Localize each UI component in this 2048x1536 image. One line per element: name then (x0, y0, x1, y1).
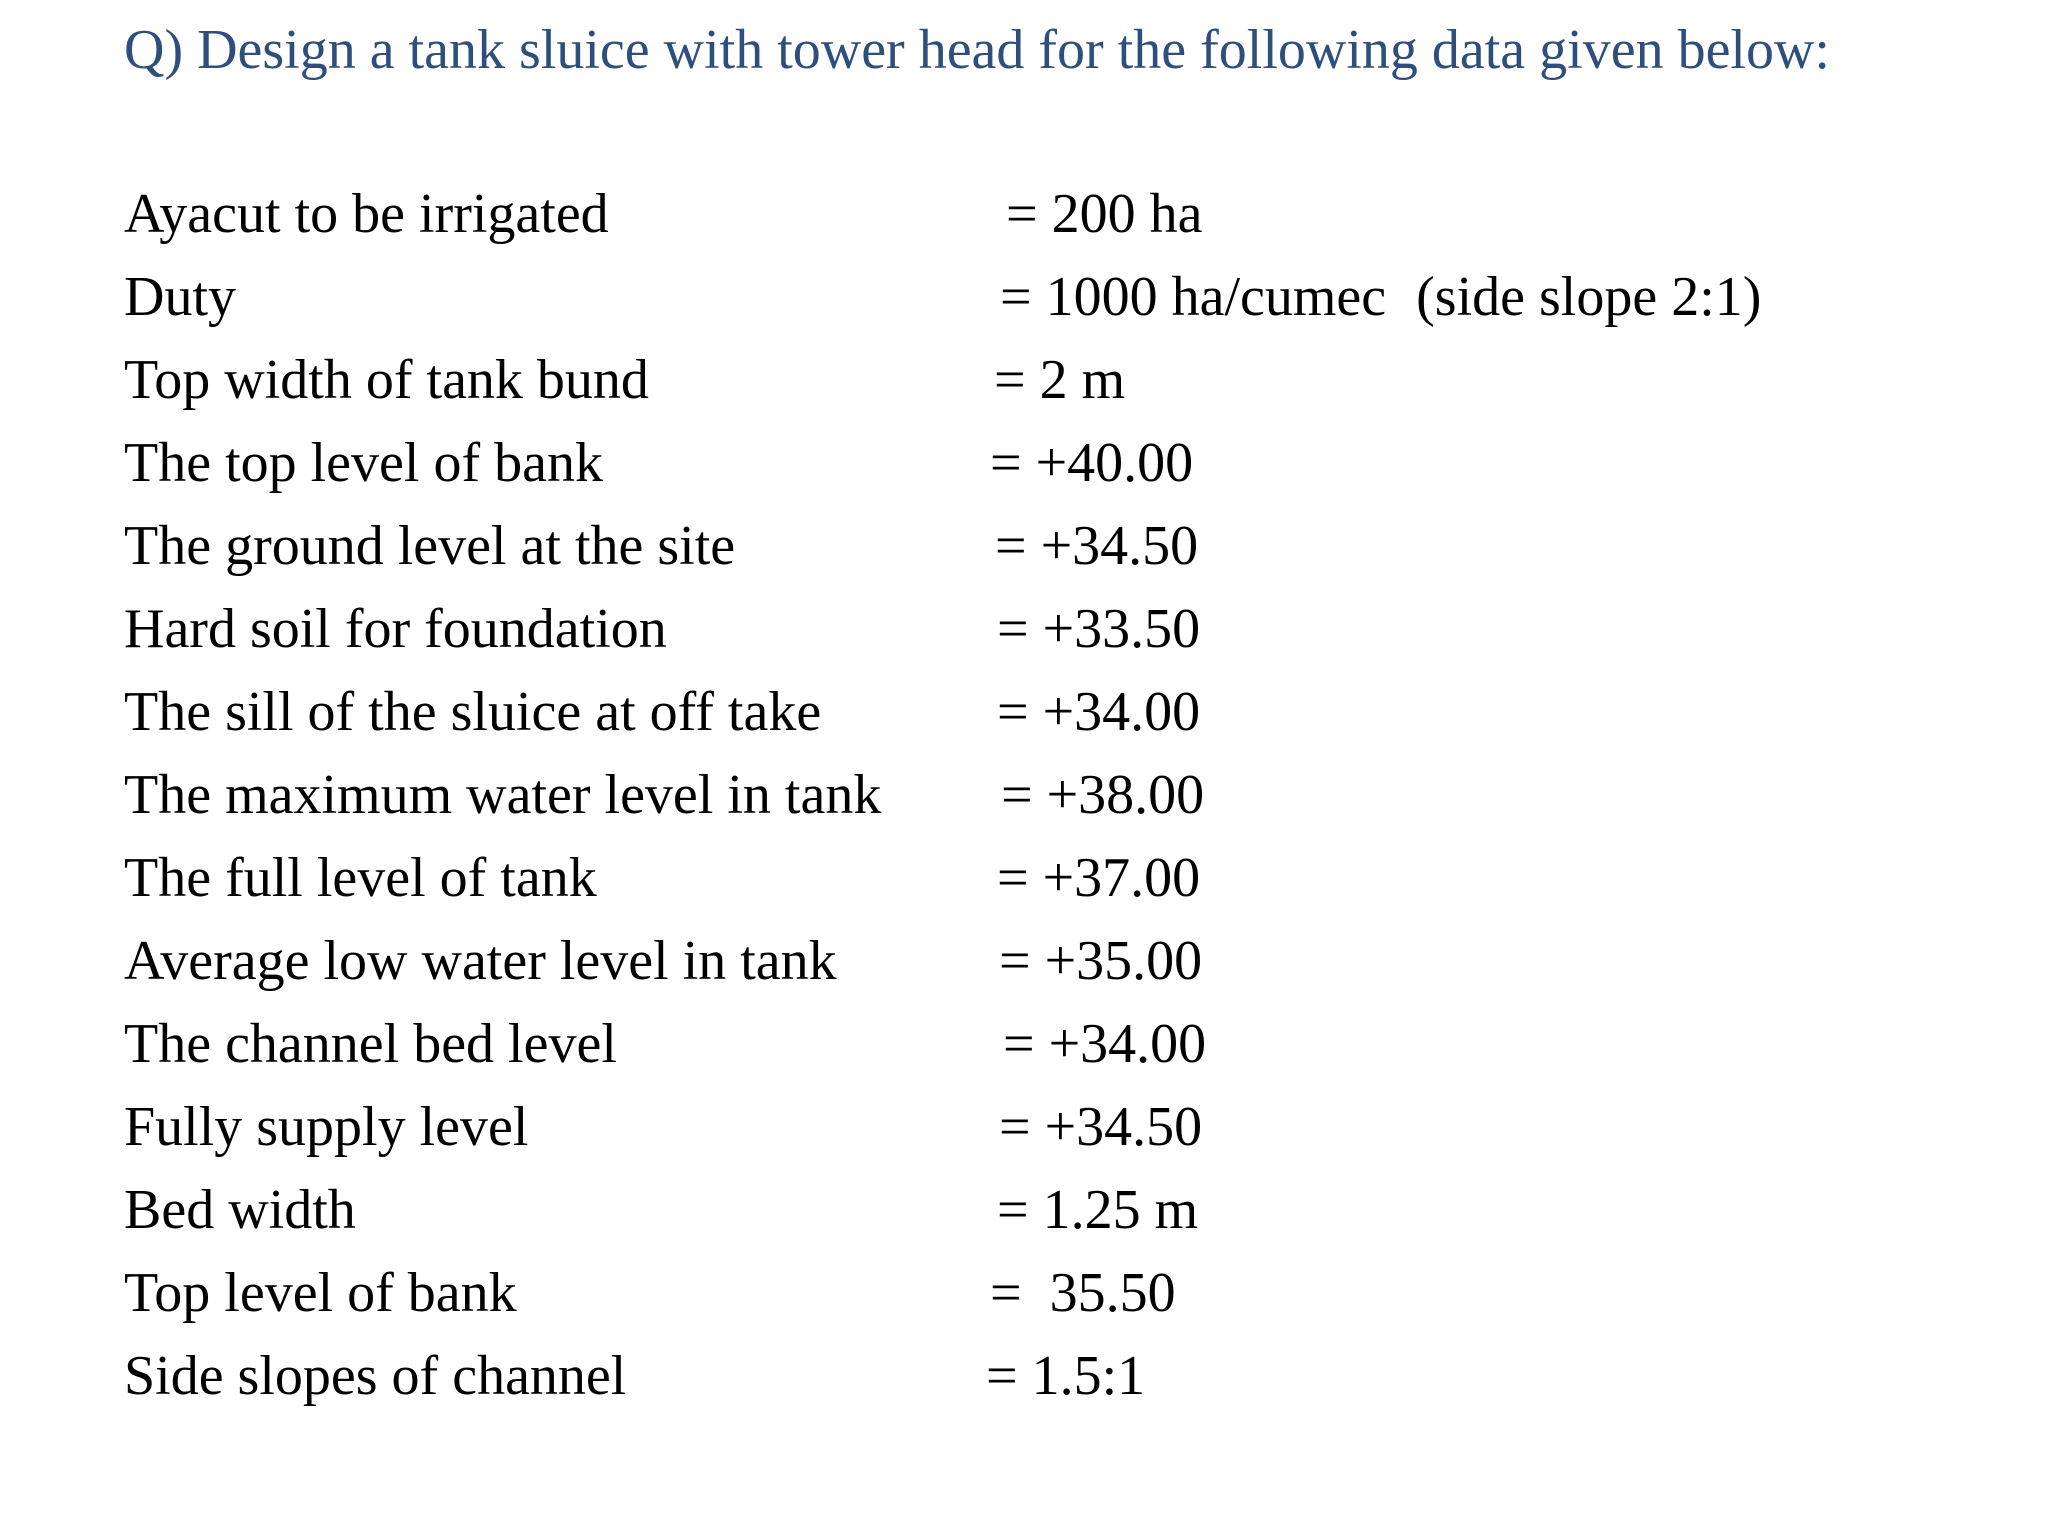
row-value: = +34.00 (1003, 1013, 1207, 1075)
row-value: = +33.50 (997, 598, 1201, 660)
data-row (124, 178, 2004, 261)
row-label: Duty (124, 266, 236, 328)
data-row (124, 593, 2004, 676)
row-value: = +34.00 (997, 681, 1201, 743)
row-label: The sill of the sluice at off take (124, 681, 822, 743)
row-value: = 35.50 (990, 1262, 1176, 1324)
row-value: = 1.5:1 (986, 1345, 1146, 1407)
row-value: = +34.50 (995, 515, 1199, 577)
data-row (124, 925, 2004, 1008)
row-label: Side slopes of channel (124, 1345, 627, 1407)
row-value: = +40.00 (990, 432, 1194, 494)
row-label: Top level of bank (124, 1262, 517, 1324)
data-list (124, 178, 2004, 1423)
data-row (124, 1257, 2004, 1340)
row-value: = 2 m (994, 349, 1126, 411)
row-value: = +37.00 (997, 847, 1201, 909)
data-row (124, 1008, 2004, 1091)
data-row (124, 1340, 2004, 1423)
row-label: The top level of bank (124, 432, 603, 494)
data-row (124, 344, 2004, 427)
question-heading: Q) Design a tank sluice with tower head for the following data given below: (124, 19, 1830, 81)
data-row (124, 1091, 2004, 1174)
row-value: = 200 ha (1006, 183, 1203, 245)
row-label: The full level of tank (124, 847, 597, 909)
row-value (1000, 261, 1761, 333)
data-row (124, 759, 2004, 842)
row-value: = +34.50 (999, 1096, 1203, 1158)
data-row (124, 261, 2004, 344)
row-label: Fully supply level (124, 1096, 529, 1158)
row-value-text: = 1000 ha/cumec (1000, 266, 1387, 328)
data-row (124, 1174, 2004, 1257)
row-value: = 1.25 m (997, 1179, 1199, 1241)
data-row (124, 510, 2004, 593)
row-value: = +38.00 (1001, 764, 1205, 826)
row-label: Average low water level in tank (124, 930, 837, 992)
row-value: = +35.00 (999, 930, 1203, 992)
row-label: Top width of tank bund (124, 349, 649, 411)
data-row (124, 842, 2004, 925)
row-label: Hard soil for foundation (124, 598, 667, 660)
row-label: The channel bed level (124, 1013, 617, 1075)
row-label: The maximum water level in tank (124, 764, 882, 826)
row-note: (side slope 2:1) (1416, 266, 1762, 328)
data-row (124, 427, 2004, 510)
row-label: Bed width (124, 1179, 356, 1241)
row-label: The ground level at the site (124, 515, 736, 577)
row-label: Ayacut to be irrigated (124, 183, 609, 245)
data-row (124, 676, 2004, 759)
